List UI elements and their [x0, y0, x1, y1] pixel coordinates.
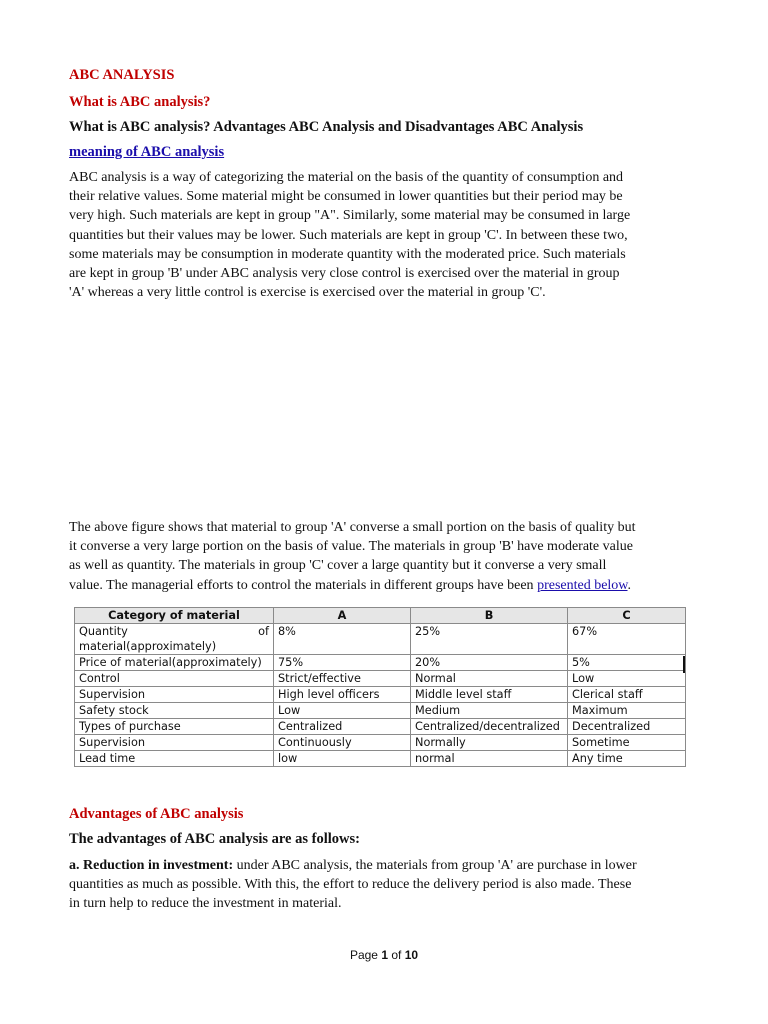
table-row: [75, 751, 686, 767]
table-row: [75, 624, 686, 655]
table-row: [75, 703, 686, 719]
table-header: B: [411, 608, 568, 624]
table-header: C: [568, 608, 686, 624]
page-word: Page: [349, 948, 378, 962]
table-header: A: [274, 608, 411, 624]
table-cell: 67%: [568, 624, 686, 655]
intro-line: their relative values. Some material might be consumed in lower quantities but their period may be: [69, 189, 623, 205]
of-word: of: [391, 948, 402, 962]
table-header-row: [75, 608, 686, 624]
table-row: [75, 687, 686, 703]
abc-category-table: [74, 607, 686, 767]
advantages-heading: Advantages of ABC analysis: [69, 806, 244, 822]
table-cell: 8%: [274, 624, 411, 655]
table-cell: 20%: [411, 655, 568, 671]
table-cell: Lead time: [75, 751, 274, 767]
presented-below-link[interactable]: presented below: [537, 577, 628, 593]
table-cell: Safety stock: [75, 703, 274, 719]
figure-paragraph: [69, 518, 699, 595]
table-cell: 5%: [568, 655, 686, 671]
table-cell: low: [274, 751, 411, 767]
intro-line: ABC analysis is a way of categorizing the material on the basis of the quantity of consumption and: [69, 170, 624, 185]
table-cell: Clerical staff: [568, 687, 686, 703]
figure-line-last: value. The managerial efforts to control the materials in different groups have been presented below.: [69, 577, 632, 593]
table-row: [75, 671, 686, 687]
advantages-subheading: The advantages of ABC analysis are as follows:: [69, 831, 360, 847]
page-footer: [0, 948, 768, 962]
table-row: [75, 735, 686, 751]
table-cell: normal: [411, 751, 568, 767]
meaning-link[interactable]: meaning of ABC analysis: [69, 144, 225, 160]
page-total: 10: [404, 948, 419, 962]
table-row: [75, 719, 686, 735]
table-cell: Middle level staff: [411, 687, 568, 703]
table-cell: Supervision: [75, 735, 274, 751]
subtitle-heading: What is ABC analysis? Advantages ABC Analysis and Disadvantages ABC Analysis: [69, 119, 584, 135]
intro-line: 'A' whereas a very little control is exercise is exercised over the material in group 'C'.: [69, 285, 546, 301]
table-cell: Any time: [568, 751, 686, 767]
table-cell: Low: [568, 671, 686, 687]
table-cell: Supervision: [75, 687, 274, 703]
advantage-line: in turn help to reduce the investment in material.: [69, 896, 342, 912]
advantage-line: a. Reduction in investment: under ABC analysis, the materials from group 'A' are purchase in lower: [69, 858, 637, 873]
table-cell: Centralized/decentralized: [411, 719, 568, 735]
figure-line: as well as quantity. The materials in group 'C' cover a large quantity but it converse a very small: [69, 558, 607, 574]
table-cell: Maximum: [568, 703, 686, 719]
table-cell: Decentralized: [568, 719, 686, 735]
intro-line: very high. Such materials are kept in group "A". Similarly, some material may be consumed in large: [69, 208, 631, 224]
table-header: Category of material: [75, 608, 274, 624]
advantage-item-a: [69, 856, 699, 914]
table-cell: Medium: [411, 703, 568, 719]
table-cell: 25%: [411, 624, 568, 655]
table-cell: Normally: [411, 735, 568, 751]
figure-line: The above figure shows that material to group 'A' converse a small portion on the basis of quality but: [69, 520, 636, 535]
what-is-heading: What is ABC analysis?: [69, 94, 211, 110]
table-row: [75, 655, 686, 671]
table-cell: Low: [274, 703, 411, 719]
intro-paragraph: [69, 168, 699, 302]
table-cell: Price of material(approximately): [75, 655, 274, 671]
intro-line: are kept in group 'B' under ABC analysis very close control is exercised over the material in group: [69, 266, 620, 282]
page-number: 1: [381, 948, 388, 962]
table-cell: Quantity of material(approximately): [75, 624, 274, 655]
intro-line: quantities but their values may be lower. Such materials are kept in group 'C'. In between these two,: [69, 227, 628, 243]
table-cell: Centralized: [274, 719, 411, 735]
intro-line: some materials may be consumption in moderate quantity with the moderated price. Such materials: [69, 246, 626, 262]
table-cell: Sometime: [568, 735, 686, 751]
table-cell: High level officers: [274, 687, 411, 703]
document-title: ABC ANALYSIS: [69, 67, 175, 83]
figure-line: it converse a very large portion on the basis of value. The materials in group 'B' have moderate value: [69, 539, 633, 555]
table-cell: Continuously: [274, 735, 411, 751]
advantage-label: a. Reduction in investment:: [69, 858, 234, 873]
table-cell: Strict/effective: [274, 671, 411, 687]
advantage-line: quantities as much as possible. With this, the effort to reduce the delivery period is also made. These: [69, 877, 632, 893]
table-cell: Types of purchase: [75, 719, 274, 735]
table-edge-mark: [683, 656, 685, 673]
table-cell: Control: [75, 671, 274, 687]
table-cell: 75%: [274, 655, 411, 671]
table-cell: Normal: [411, 671, 568, 687]
